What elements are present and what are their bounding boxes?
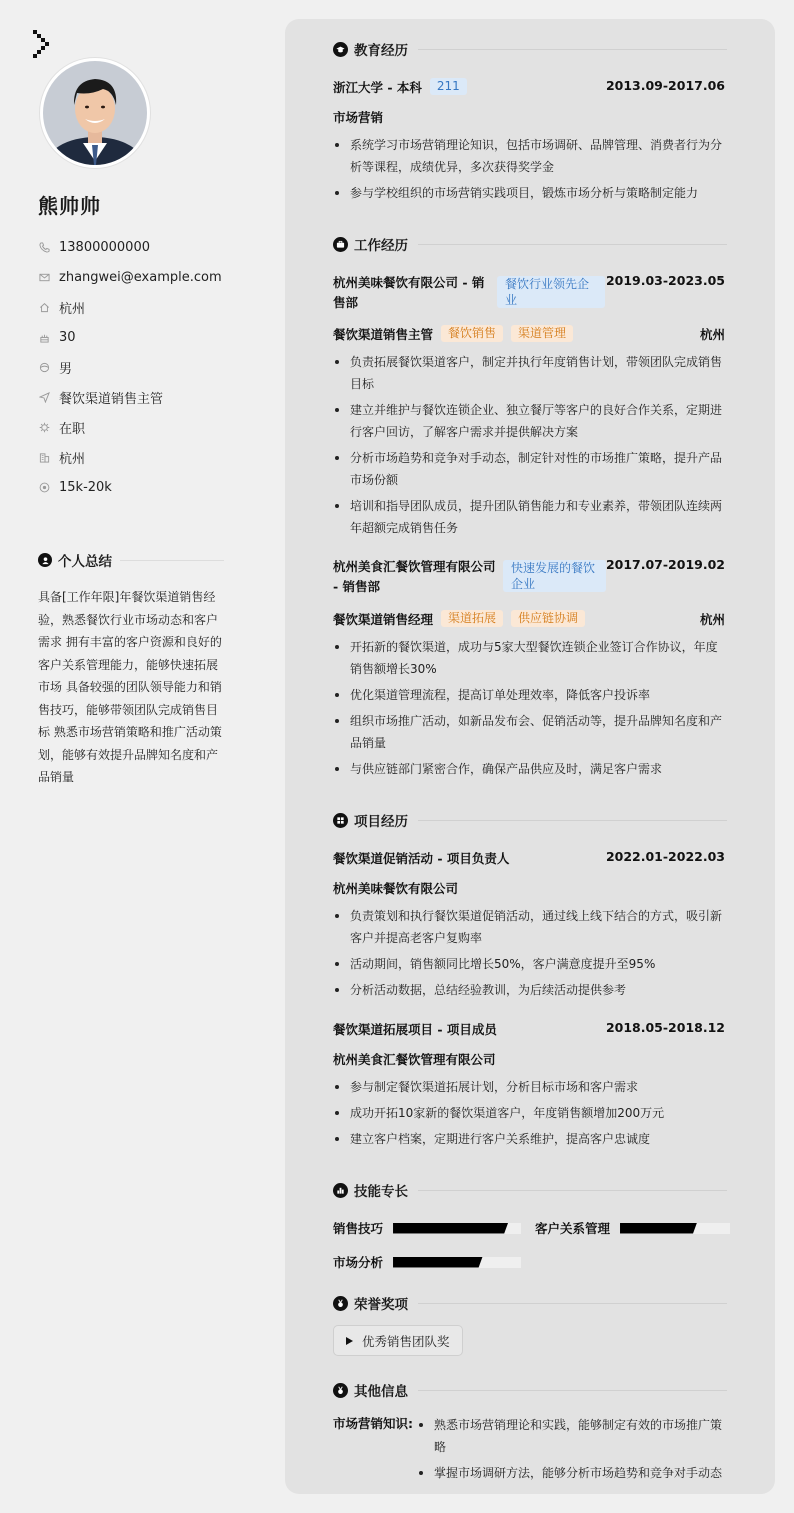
project-2-row	[333, 1020, 725, 1038]
project-2-title: 餐饮渠道拓展项目 - 项目成员	[333, 1022, 497, 1037]
info-status-value: 在职	[59, 421, 86, 437]
projects-heading	[333, 810, 727, 830]
skills-heading	[333, 1180, 727, 1200]
avatar-photo	[43, 61, 147, 165]
project-1-row	[333, 849, 725, 867]
bar-chart-icon	[333, 1183, 348, 1198]
contact-info-list	[38, 232, 222, 502]
skill-3	[333, 1253, 521, 1271]
job-1-role: 餐饮渠道销售主管	[333, 327, 434, 342]
list-item: 负责策划和执行餐饮渠道促销活动，通过线上线下结合的方式，吸引新客户并提高老客户复购率	[333, 905, 725, 949]
other-bullets	[417, 1414, 727, 1484]
info-position-value: 餐饮渠道销售主管	[59, 391, 164, 407]
city-icon	[38, 451, 50, 463]
email-icon	[38, 271, 50, 283]
list-item: 分析市场趋势和竞争对手动态，制定针对性的市场推广策略，提升产品市场份额	[333, 447, 725, 491]
list-item: 与供应链部门紧密合作，确保产品供应及时，满足客户需求	[333, 758, 725, 780]
summary-heading-text: 个人总结	[58, 554, 112, 570]
divider	[418, 244, 727, 245]
other-heading	[333, 1380, 727, 1400]
info-city-value: 杭州	[59, 451, 86, 467]
job-1-role-line	[333, 325, 573, 343]
skill-1-fill	[393, 1223, 508, 1234]
status-icon	[38, 421, 50, 433]
job-2-row	[333, 557, 725, 597]
education-date: 2013.09-2017.06	[605, 78, 725, 93]
divider	[418, 1390, 727, 1391]
job-2-bullets	[333, 636, 725, 780]
main-panel	[285, 19, 775, 1494]
skill-3-name: 市场分析	[333, 1255, 384, 1270]
job-2-role: 餐饮渠道销售经理	[333, 612, 434, 627]
home-icon	[38, 301, 50, 313]
medal-icon	[333, 1296, 348, 1311]
projects-heading-text: 项目经历	[354, 814, 408, 830]
grid-icon	[333, 813, 348, 828]
job-2-city: 杭州	[699, 612, 725, 627]
education-school-line	[333, 78, 467, 96]
list-item: 参与学校组织的市场营销实践项目，锻炼市场分析与策略制定能力	[333, 182, 725, 204]
job-1-company: 杭州美味餐饮有限公司 - 销售部	[333, 275, 485, 310]
info-salary-value: 15k-20k	[59, 479, 112, 495]
job-2-date: 2017.07-2019.02	[605, 557, 725, 572]
skills-heading-text: 技能专长	[354, 1184, 408, 1200]
skill-1-name: 销售技巧	[333, 1221, 384, 1236]
skill-2-bar	[620, 1223, 730, 1234]
other-heading-text: 其他信息	[354, 1384, 408, 1400]
project-2-date: 2018.05-2018.12	[605, 1020, 725, 1035]
education-tag: 211	[430, 78, 467, 95]
info-salary	[38, 472, 222, 502]
info-gender-value: 男	[59, 361, 73, 377]
job-1-row	[333, 273, 725, 313]
job-1-city: 杭州	[699, 327, 725, 342]
info-age	[38, 322, 222, 352]
job-2-role-row	[333, 610, 725, 628]
education-school: 浙江大学 - 本科	[333, 80, 422, 95]
project-1-company-row	[333, 879, 725, 897]
awards-heading-text: 荣誉奖项	[354, 1297, 408, 1313]
award-item	[333, 1325, 463, 1356]
list-item: 成功开拓10家新的餐饮渠道客户，年度销售额增加200万元	[333, 1102, 725, 1124]
skill-2-name: 客户关系管理	[535, 1221, 611, 1236]
job-1-role-row	[333, 325, 725, 343]
job-1-date: 2019.03-2023.05	[605, 273, 725, 288]
info-email-value: zhangwei@example.com	[59, 269, 222, 285]
info-age-value: 30	[59, 329, 76, 345]
position-icon	[38, 391, 50, 403]
education-major	[333, 108, 725, 126]
job-2-skill-2: 供应链协调	[511, 610, 585, 627]
job-1-bullets	[333, 351, 725, 539]
salary-icon	[38, 481, 50, 493]
work-heading-text: 工作经历	[354, 238, 408, 254]
info-city	[38, 442, 222, 472]
list-item: 负责拓展餐饮渠道客户，制定并执行年度销售计划，带领团队完成销售目标	[333, 351, 725, 395]
summary-heading	[38, 550, 224, 570]
education-bullets	[333, 134, 725, 204]
divider	[418, 49, 727, 50]
phone-icon	[38, 241, 50, 253]
info-status	[38, 412, 222, 442]
project-1-bullets	[333, 905, 725, 1001]
logo-icon	[32, 30, 50, 58]
project-2-company-row	[333, 1050, 725, 1068]
job-2-company: 杭州美食汇餐饮管理有限公司 - 销售部	[333, 559, 496, 594]
gender-icon	[38, 361, 50, 373]
profile-name: 熊帅帅	[38, 194, 101, 218]
list-item: 系统学习市场营销理论知识，包括市场调研、品牌管理、消费者行为分析等课程，成绩优异，多次获得奖学金	[333, 134, 725, 178]
list-item: 熟悉市场营销理论和实践，能够制定有效的市场推广策略	[417, 1414, 727, 1458]
skill-3-bar	[393, 1257, 521, 1268]
info-phone	[38, 232, 222, 262]
divider	[418, 1190, 727, 1191]
skill-2-fill	[620, 1223, 697, 1234]
list-item: 活动期间，销售额同比增长50%，客户满意度提升至95%	[333, 953, 725, 975]
awards-heading	[333, 1293, 727, 1313]
other-label: 市场营销知识:	[333, 1416, 413, 1431]
list-item: 组织市场推广活动，如新品发布会、促销活动等，提升品牌知名度和产品销量	[333, 710, 725, 754]
info-phone-value: 13800000000	[59, 239, 150, 255]
age-icon	[38, 331, 50, 343]
education-major-text: 市场营销	[333, 110, 384, 125]
avatar	[40, 58, 150, 168]
list-item: 优化渠道管理流程，提高订单处理效率，降低客户投诉率	[333, 684, 725, 706]
skill-2	[535, 1219, 730, 1237]
project-1-date: 2022.01-2022.03	[605, 849, 725, 864]
info-home-value: 杭州	[59, 301, 86, 317]
project-2-company: 杭州美食汇餐饮管理有限公司	[333, 1052, 496, 1067]
list-item: 开拓新的餐饮渠道，成功与5家大型餐饮连锁企业签订合作协议，年度销售额增长30%	[333, 636, 725, 680]
job-2-tag: 快速发展的餐饮企业	[503, 560, 606, 592]
skill-1	[333, 1219, 521, 1237]
education-heading	[333, 39, 727, 59]
list-item: 分析活动数据，总结经验教训，为后续活动提供参考	[333, 979, 725, 1001]
list-item: 参与制定餐饮渠道拓展计划，分析目标市场和客户需求	[333, 1076, 725, 1098]
work-heading	[333, 234, 727, 254]
project-1-company: 杭州美味餐饮有限公司	[333, 881, 459, 896]
divider	[120, 560, 224, 561]
list-item: 建立并维护与餐饮连锁企业、独立餐厅等客户的良好合作关系，定期进行客户回访，了解客户需求并提供解决方案	[333, 399, 725, 443]
education-heading-text: 教育经历	[354, 43, 408, 59]
project-1-title: 餐饮渠道促销活动 - 项目负责人	[333, 851, 510, 866]
project-2-bullets	[333, 1076, 725, 1150]
summary-text: 具备[工作年限]年餐饮渠道销售经验，熟悉餐饮行业市场动态和客户需求 拥有丰富的客户资源和良好的客户关系管理能力，能够快速拓展市场 具备较强的团队领导能力和销售技巧，能够带领团队完成销售目标 熟悉市场营销策略和推广活动策划，能够有效提升品牌知名度和产品销量	[38, 590, 222, 784]
info-gender	[38, 352, 222, 382]
info-email	[38, 262, 222, 292]
sidebar	[0, 0, 270, 1513]
info-home	[38, 292, 222, 322]
job-1-skill-2: 渠道管理	[511, 325, 573, 342]
graduation-cap-icon	[333, 42, 348, 57]
divider	[418, 820, 727, 821]
briefcase-icon	[333, 237, 348, 252]
job-2-role-line	[333, 610, 585, 628]
user-icon	[38, 553, 52, 567]
job-1-tag: 餐饮行业领先企业	[497, 276, 605, 308]
skill-3-fill	[393, 1257, 483, 1268]
job-1-skill-1: 餐饮销售	[441, 325, 503, 342]
divider	[418, 1303, 727, 1304]
skill-1-bar	[393, 1223, 521, 1234]
education-row	[333, 78, 725, 96]
play-icon	[346, 1337, 353, 1345]
list-item: 建立客户档案，定期进行客户关系维护，提高客户忠诚度	[333, 1128, 725, 1150]
list-item: 掌握市场调研方法，能够分析市场趋势和竞争对手动态	[417, 1462, 727, 1484]
list-item: 培训和指导团队成员，提升团队销售能力和专业素养，带领团队连续两年超额完成销售任务	[333, 495, 725, 539]
award-item-label: 优秀销售团队奖	[362, 1333, 450, 1349]
job-2-skill-1: 渠道拓展	[441, 610, 503, 627]
info-position	[38, 382, 222, 412]
info-icon	[333, 1383, 348, 1398]
